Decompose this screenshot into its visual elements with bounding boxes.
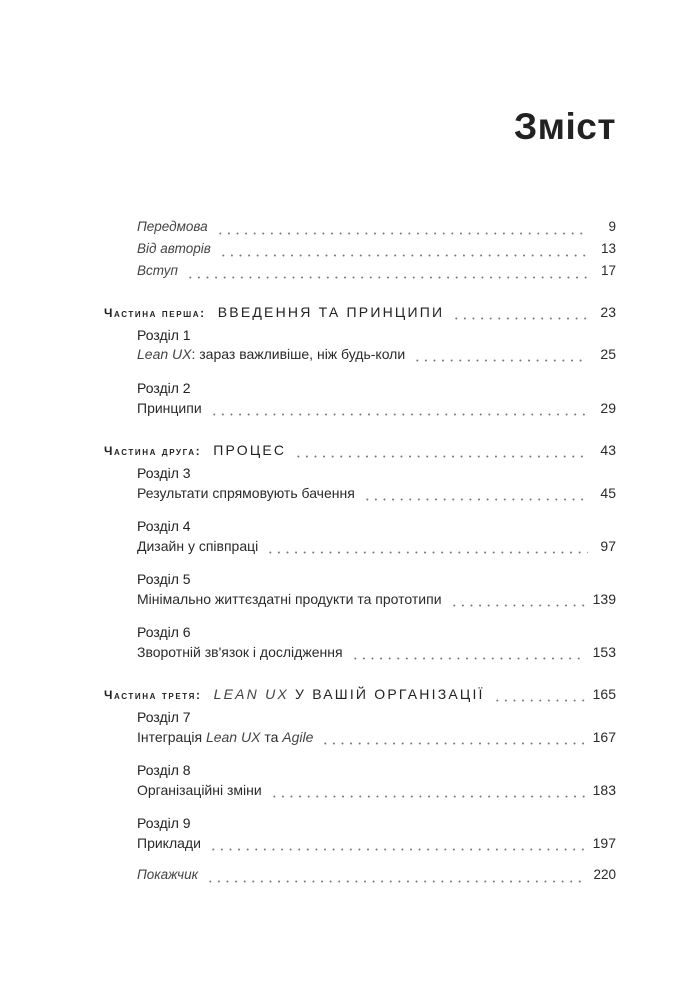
part-heading: [104, 686, 485, 702]
part-title-em: LEAN UX: [213, 686, 289, 702]
toc-page-number: 167: [592, 729, 616, 745]
toc-part-1[interactable]: [0, 304, 688, 324]
toc-entry-label: Вступ: [137, 263, 178, 278]
toc-part-2[interactable]: [0, 442, 688, 462]
dot-leader: [209, 839, 585, 851]
toc-page-number: 97: [600, 538, 616, 554]
toc-entry-label: [137, 729, 313, 745]
chapter-label: Розділ 8: [137, 762, 191, 778]
toc-page-number: 17: [600, 263, 616, 278]
title-em: Lean UX: [205, 729, 261, 745]
dot-leader: [363, 489, 588, 501]
part-prefix: Частина друга:: [104, 444, 202, 458]
chapter-label: Розділ 4: [137, 518, 191, 534]
dot-leader: [450, 595, 585, 607]
toc-page-number: 9: [608, 219, 616, 234]
toc-entry-chapter-6[interactable]: [0, 644, 688, 664]
toc-entry-foreword[interactable]: [0, 219, 688, 239]
chapter-label: Розділ 9: [137, 815, 191, 831]
chapter-label: Розділ 2: [137, 380, 191, 396]
title-part: Інтеграція: [137, 729, 206, 745]
title-rest: : зараз важливіше, ніж будь-коли: [191, 346, 406, 362]
toc-entry-chapter-8[interactable]: [0, 782, 688, 802]
toc-page-number: 23: [600, 304, 616, 320]
chapter-label: Розділ 6: [137, 624, 191, 640]
toc-page-number: 139: [592, 591, 616, 607]
page-title: Зміст: [513, 106, 616, 147]
toc-page-number: 29: [600, 400, 616, 416]
toc-entry-label: Передмова: [137, 219, 208, 234]
toc-page-number: 220: [593, 867, 616, 882]
dot-leader: [186, 267, 588, 279]
toc-entry-label: Приклади: [137, 835, 201, 851]
dot-leader: [219, 245, 588, 257]
dot-leader: [270, 786, 585, 798]
toc-page-number: 25: [600, 346, 616, 362]
part-title: ВВЕДЕННЯ ТА ПРИНЦИПИ: [217, 304, 445, 320]
dot-leader: [216, 223, 588, 235]
toc-entry-index[interactable]: [0, 867, 688, 887]
toc-entry-label: Покажчик: [137, 867, 199, 882]
toc-page-number: 13: [600, 241, 616, 256]
dot-leader: [413, 350, 588, 362]
chapter-label: Розділ 1: [137, 327, 191, 343]
toc-entry-label: Зворотній зв'язок і дослідження: [137, 644, 343, 660]
toc-entry-chapter-2[interactable]: [0, 400, 688, 420]
part-title: ПРОЦЕС: [213, 442, 287, 458]
dot-leader: [351, 648, 585, 660]
title-em: Lean UX: [137, 346, 192, 362]
toc-page-number: 165: [592, 686, 616, 702]
part-prefix: Частина перша:: [104, 306, 206, 320]
chapter-label: Розділ 3: [137, 465, 191, 481]
chapter-label: Розділ 7: [137, 709, 191, 725]
toc-page-number: 45: [600, 485, 616, 501]
dot-leader: [294, 446, 588, 458]
chapter-label: Розділ 5: [137, 571, 191, 587]
dot-leader: [206, 871, 585, 883]
part-heading: [104, 304, 444, 320]
toc-part-3[interactable]: [0, 686, 688, 706]
toc-entry-chapter-4[interactable]: [0, 538, 688, 558]
toc-entry-label: Від авторів: [137, 241, 211, 256]
toc-page-number: 197: [592, 835, 616, 851]
toc-entry-label: Результати спрямовують бачення: [137, 485, 355, 501]
toc-entry-label: Мінімально життєздатні продукти та прототипи: [137, 591, 442, 607]
dot-leader: [266, 542, 588, 554]
part-title-rest: У ВАШІЙ ОРГАНІЗАЦІЇ: [288, 686, 485, 702]
part-title: [214, 686, 485, 702]
toc-page-number: 183: [592, 782, 616, 798]
toc-entry-intro[interactable]: [0, 263, 688, 283]
title-part: та: [260, 729, 283, 745]
toc-entry-label: Принципи: [137, 400, 202, 416]
toc-entry-chapter-3[interactable]: [0, 485, 688, 505]
toc-entry-chapter-5[interactable]: [0, 591, 688, 611]
toc-entry-chapter-7[interactable]: [0, 729, 688, 749]
dot-leader: [321, 733, 584, 745]
toc-page-number: 43: [600, 442, 616, 458]
toc-entry-label: Дизайн у співпраці: [137, 538, 259, 554]
part-heading: [104, 442, 286, 458]
toc-entry-chapter-1[interactable]: [0, 346, 688, 366]
toc-entry-label: [137, 346, 405, 362]
dot-leader: [493, 690, 585, 702]
toc-entry-authors[interactable]: [0, 241, 688, 261]
dot-leader: [210, 404, 588, 416]
toc-page-number: 153: [592, 644, 616, 660]
title-em: Agile: [282, 729, 314, 745]
toc-entry-chapter-9[interactable]: [0, 835, 688, 855]
toc-entry-label: Організаційні зміни: [137, 782, 262, 798]
part-prefix: Частина третя:: [104, 688, 202, 702]
dot-leader: [452, 308, 588, 320]
